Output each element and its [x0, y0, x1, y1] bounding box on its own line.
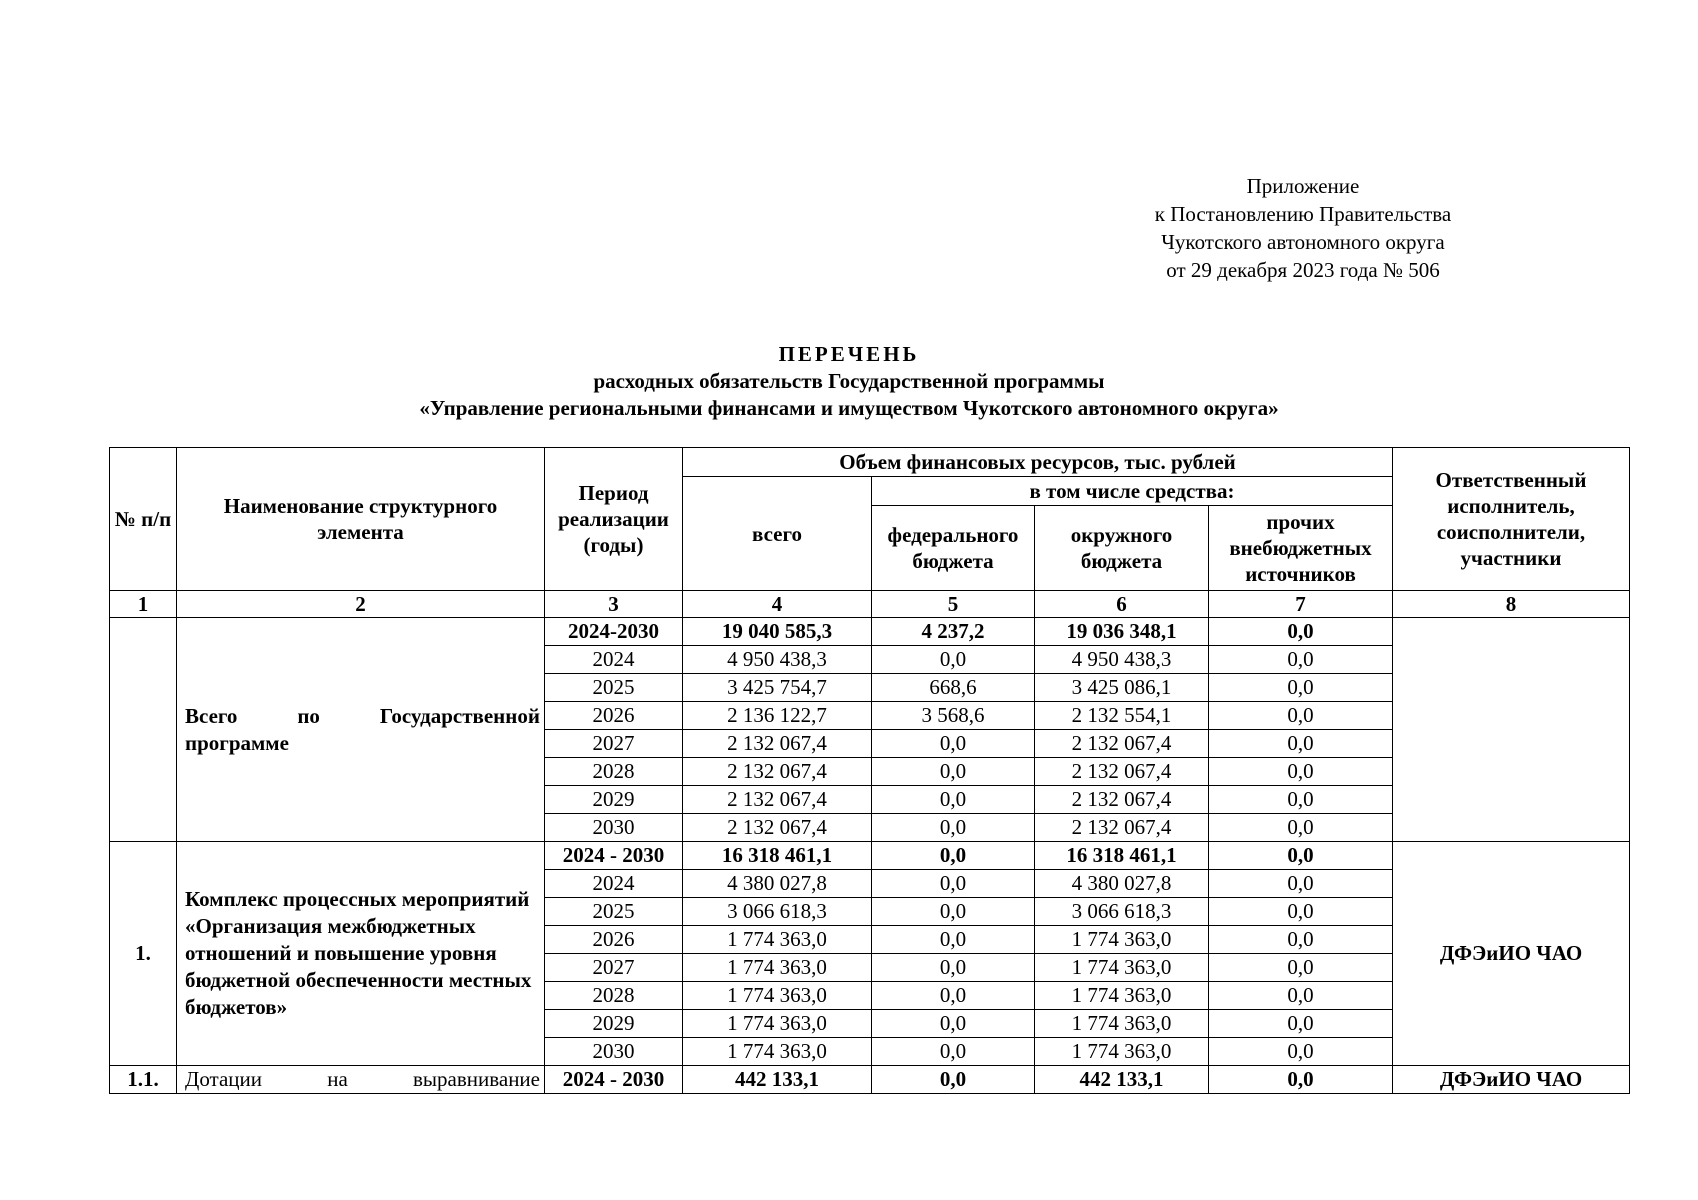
row-total: 4 380 027,8	[683, 870, 872, 898]
row-total: 1 774 363,0	[683, 1010, 872, 1038]
appendix-line: Чукотского автономного округа	[1161, 230, 1445, 254]
row-period: 2026	[545, 926, 683, 954]
row-other: 0,0	[1209, 982, 1393, 1010]
row-other: 0,0	[1209, 1066, 1393, 1094]
row-other: 0,0	[1209, 954, 1393, 982]
header-name: Наименование структурного элемента	[177, 448, 545, 591]
row-federal: 0,0	[872, 646, 1035, 674]
row-num	[110, 618, 177, 842]
row-total: 2 132 067,4	[683, 786, 872, 814]
title-line: расходных обязательств Государственной программы	[593, 369, 1105, 393]
row-other: 0,0	[1209, 1038, 1393, 1066]
row-federal: 0,0	[872, 730, 1035, 758]
row-district: 2 132 067,4	[1035, 758, 1209, 786]
header-federal: федерального бюджета	[872, 506, 1035, 591]
row-federal: 0,0	[872, 954, 1035, 982]
row-name-word: по	[297, 703, 320, 728]
row-total: 19 040 585,3	[683, 618, 872, 646]
row-district: 4 380 027,8	[1035, 870, 1209, 898]
row-period: 2027	[545, 730, 683, 758]
row-other: 0,0	[1209, 786, 1393, 814]
table-row	[110, 842, 1630, 870]
row-other: 0,0	[1209, 1010, 1393, 1038]
row-other: 0,0	[1209, 842, 1393, 870]
column-number: 3	[545, 591, 683, 618]
row-period: 2024	[545, 870, 683, 898]
row-total: 2 136 122,7	[683, 702, 872, 730]
row-period: 2028	[545, 982, 683, 1010]
column-number-row	[110, 591, 1630, 618]
row-federal: 0,0	[872, 1038, 1035, 1066]
table-row	[110, 1066, 1630, 1094]
row-district: 19 036 348,1	[1035, 618, 1209, 646]
row-federal: 0,0	[872, 1010, 1035, 1038]
row-total: 2 132 067,4	[683, 730, 872, 758]
row-federal: 0,0	[872, 926, 1035, 954]
row-federal: 0,0	[872, 786, 1035, 814]
row-district: 16 318 461,1	[1035, 842, 1209, 870]
row-district: 2 132 067,4	[1035, 786, 1209, 814]
row-period: 2024	[545, 646, 683, 674]
row-district: 4 950 438,3	[1035, 646, 1209, 674]
header-district: окружного бюджета	[1035, 506, 1209, 591]
row-name-word: Всего	[185, 703, 238, 728]
row-district: 1 774 363,0	[1035, 1038, 1209, 1066]
expenditure-table	[109, 447, 1630, 1094]
row-total: 3 066 618,3	[683, 898, 872, 926]
row-federal: 0,0	[872, 898, 1035, 926]
appendix-line: от 29 декабря 2023 года № 506	[1166, 258, 1440, 282]
column-number: 1	[110, 591, 177, 618]
row-name-word: Дотации	[185, 1067, 263, 1091]
row-other: 0,0	[1209, 646, 1393, 674]
row-name-line	[185, 703, 540, 730]
row-responsible	[1393, 618, 1630, 842]
row-total: 442 133,1	[683, 1066, 872, 1094]
table-row	[110, 618, 1630, 646]
row-other: 0,0	[1209, 814, 1393, 842]
row-other: 0,0	[1209, 730, 1393, 758]
row-period: 2024 - 2030	[545, 842, 683, 870]
row-period: 2027	[545, 954, 683, 982]
column-number: 2	[177, 591, 545, 618]
row-total: 4 950 438,3	[683, 646, 872, 674]
row-district: 442 133,1	[1035, 1066, 1209, 1094]
row-district: 2 132 067,4	[1035, 814, 1209, 842]
row-federal: 0,0	[872, 758, 1035, 786]
appendix-line: Приложение	[1246, 174, 1360, 198]
row-total: 3 425 754,7	[683, 674, 872, 702]
row-other: 0,0	[1209, 674, 1393, 702]
row-other: 0,0	[1209, 702, 1393, 730]
header-including: в том числе средства:	[872, 477, 1393, 506]
column-number: 5	[872, 591, 1035, 618]
row-total: 2 132 067,4	[683, 758, 872, 786]
header-num: № п/п	[110, 448, 177, 591]
row-total: 16 318 461,1	[683, 842, 872, 870]
row-name-word: выравнивание	[413, 1067, 540, 1091]
row-federal: 0,0	[872, 1066, 1035, 1094]
row-total: 1 774 363,0	[683, 982, 872, 1010]
row-federal: 0,0	[872, 814, 1035, 842]
column-number: 6	[1035, 591, 1209, 618]
row-name	[177, 618, 545, 842]
header-period: Период реализации (годы)	[545, 448, 683, 591]
appendix-line: к Постановлению Правительства	[1154, 202, 1452, 226]
row-period: 2028	[545, 758, 683, 786]
row-other: 0,0	[1209, 926, 1393, 954]
row-period: 2030	[545, 814, 683, 842]
title-line: «Управление региональными финансами и имуществом Чукотского автономного округа»	[419, 396, 1279, 420]
row-district: 1 774 363,0	[1035, 1010, 1209, 1038]
row-period: 2029	[545, 1010, 683, 1038]
row-federal: 0,0	[872, 842, 1035, 870]
row-name	[177, 1066, 545, 1094]
row-federal: 0,0	[872, 982, 1035, 1010]
row-responsible: ДФЭиИО ЧАО	[1393, 1066, 1630, 1094]
row-district: 3 066 618,3	[1035, 898, 1209, 926]
document-title	[0, 341, 1698, 422]
row-other: 0,0	[1209, 870, 1393, 898]
header-volume: Объем финансовых ресурсов, тыс. рублей	[683, 448, 1393, 477]
row-name: Комплекс процессных мероприятий «Организация межбюджетных отношений и повышение уровня бюджетной обеспеченности местных бюджетов»	[177, 842, 545, 1066]
header-responsible: Ответственный исполнитель, соисполнители, участники	[1393, 448, 1630, 591]
row-total: 1 774 363,0	[683, 954, 872, 982]
row-total: 2 132 067,4	[683, 814, 872, 842]
row-district: 2 132 067,4	[1035, 730, 1209, 758]
header-other: прочих внебюджетных источников	[1209, 506, 1393, 591]
row-responsible: ДФЭиИО ЧАО	[1393, 842, 1630, 1066]
row-district: 3 425 086,1	[1035, 674, 1209, 702]
title-heading: ПЕРЕЧЕНЬ	[778, 342, 920, 366]
row-period: 2030	[545, 1038, 683, 1066]
row-district: 1 774 363,0	[1035, 954, 1209, 982]
row-federal: 3 568,6	[872, 702, 1035, 730]
row-name-word: на	[327, 1067, 348, 1091]
row-federal: 668,6	[872, 674, 1035, 702]
row-other: 0,0	[1209, 618, 1393, 646]
row-period: 2024-2030	[545, 618, 683, 646]
appendix-block	[1093, 172, 1513, 284]
row-district: 1 774 363,0	[1035, 926, 1209, 954]
column-number: 7	[1209, 591, 1393, 618]
column-number: 4	[683, 591, 872, 618]
row-num: 1.1.	[110, 1066, 177, 1094]
column-number: 8	[1393, 591, 1630, 618]
row-period: 2025	[545, 674, 683, 702]
row-district: 1 774 363,0	[1035, 982, 1209, 1010]
row-total: 1 774 363,0	[683, 1038, 872, 1066]
row-federal: 0,0	[872, 870, 1035, 898]
row-period: 2024 - 2030	[545, 1066, 683, 1094]
row-period: 2029	[545, 786, 683, 814]
row-name-word: Государственной	[379, 703, 540, 728]
row-other: 0,0	[1209, 758, 1393, 786]
row-total: 1 774 363,0	[683, 926, 872, 954]
row-other: 0,0	[1209, 898, 1393, 926]
row-federal: 4 237,2	[872, 618, 1035, 646]
row-name-line: программе	[185, 730, 289, 755]
row-num: 1.	[110, 842, 177, 1066]
row-period: 2025	[545, 898, 683, 926]
header-total: всего	[683, 477, 872, 591]
row-period: 2026	[545, 702, 683, 730]
row-name-line	[185, 1066, 540, 1093]
row-district: 2 132 554,1	[1035, 702, 1209, 730]
